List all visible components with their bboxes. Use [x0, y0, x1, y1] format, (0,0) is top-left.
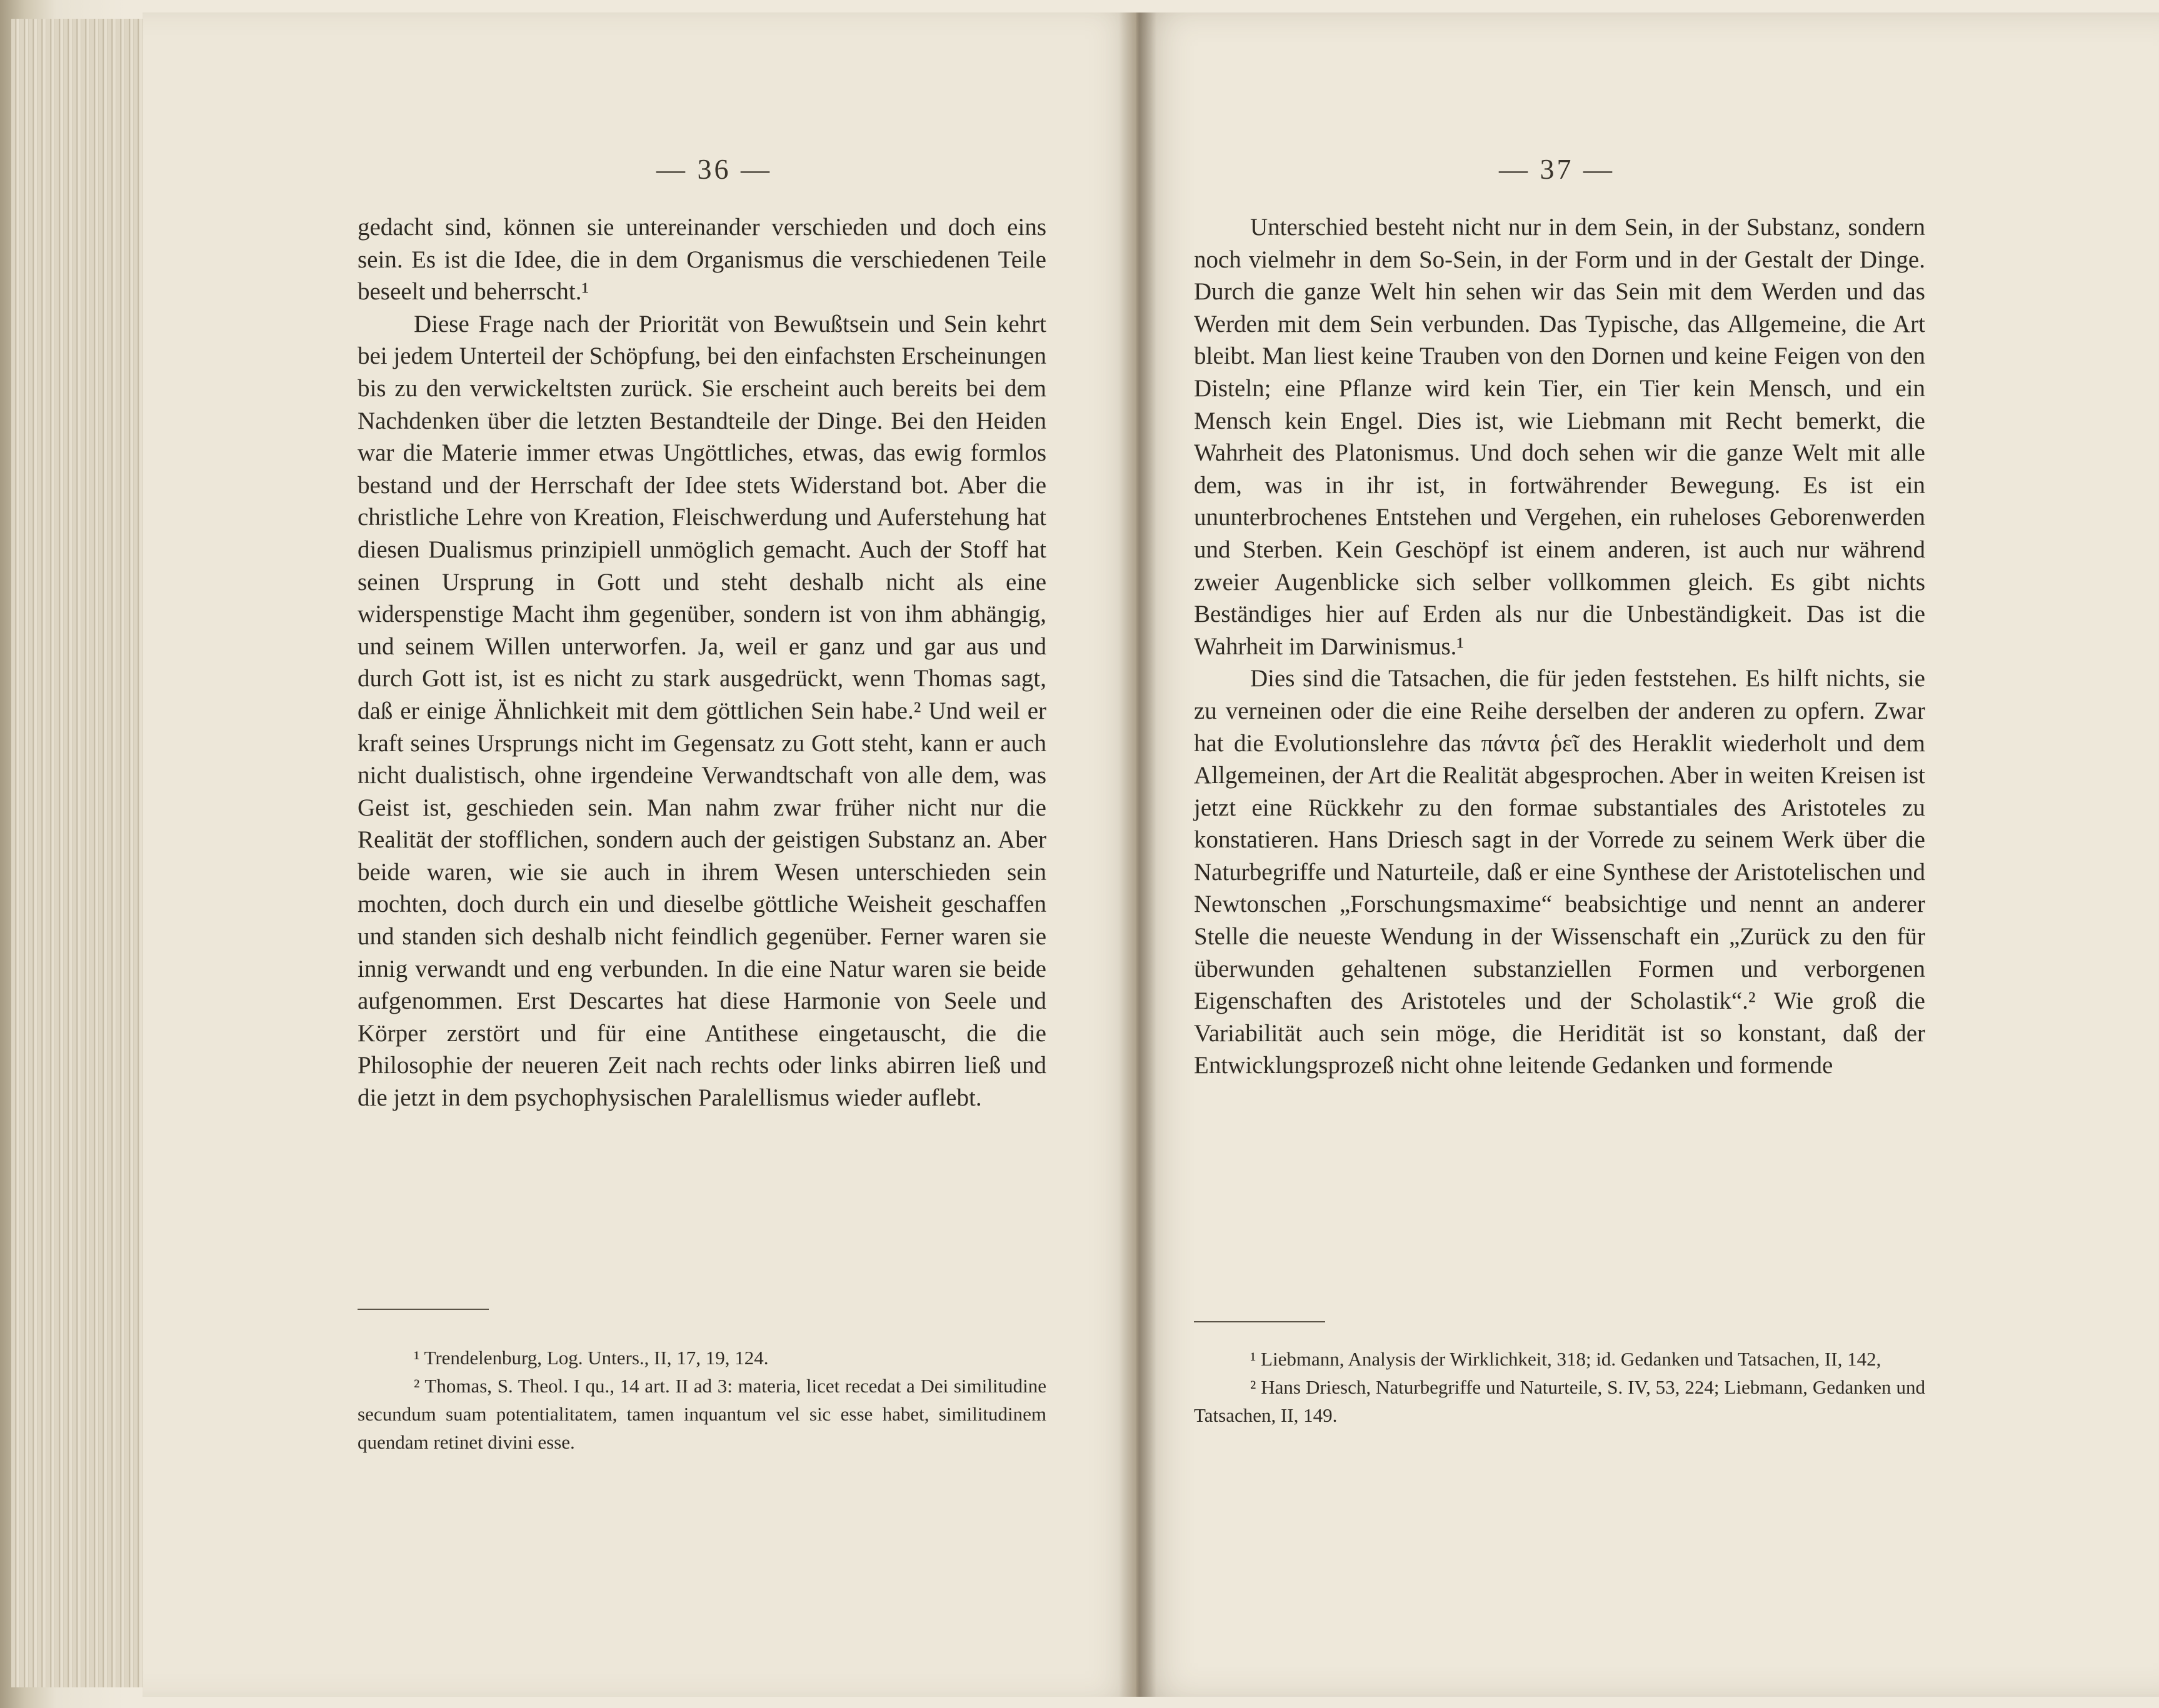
right-page — [1136, 12, 2159, 1697]
right-body — [1194, 211, 1925, 1082]
page-number-right: — 37 — — [1499, 153, 1615, 185]
book-gutter — [1119, 12, 1156, 1697]
right-footnote-1: ¹ Liebmann, Analysis der Wirklichkeit, 318; id. Gedanken und Tatsachen, II, 142, — [1250, 1348, 1881, 1370]
right-footnote-2: ² Hans Driesch, Naturbegriffe und Naturteile, S. IV, 53, 224; Liebmann, Gedanken und Tatsachen, II, 149. — [1194, 1376, 1925, 1426]
page-edges — [11, 19, 144, 1687]
right-paragraph-1: Unterschied besteht nicht nur in dem Sein, in der Substanz, sondern noch vielmehr in dem So-Sein, in der Form und in der Gestalt der Dinge. Durch die ganze Welt hin sehen wir das Sein mit dem Werden und das Werden mit dem Sein verbunden. Das Typische, das Allgemeine, die Art bleibt. Man liest keine Trauben von den Dornen und keine Feigen von den Disteln; eine Pflanze wird kein Tier, ein Tier kein Mensch, und ein Mensch kein Engel. Dies ist, wie Liebmann mit Recht bemerkt, die Wahrheit des Platonismus. Und doch sehen wir die ganze Welt mit alle dem, was in ihr ist, in fortwährender Bewegung. Es ist ein ununterbrochenes Entstehen und Vergehen, ein ruheloses Geborenwerden und Sterben. Kein Geschöpf ist einem anderen, ist auch nur während zweier Augenblicke sich selber vollkommen gleich. Es gibt nichts Beständiges hier auf Erden als nur die Unbeständigkeit. Das ist die Wahrheit im Darwinismus.¹ — [1194, 214, 1925, 660]
left-body — [358, 211, 1046, 1114]
left-page — [143, 12, 1136, 1697]
right-footnotes — [1194, 1345, 1925, 1429]
right-paragraph-2: Dies sind die Tatsachen, die für jeden feststehen. Es hilft nichts, sie zu verneinen oder die eine Reihe derselben der anderen zu opfern. Zwar hat die Evolutionslehre das πάντα ῥεῖ des Heraklit wiederholt und dem Allgemeinen, der Art die Realität abgesprochen. Aber in weiten Kreisen ist jetzt eine Rückkehr zu den formae substantiales des Aristoteles zu konstatieren. Hans Driesch sagt in der Vorrede zu seinem Werk über die Naturbegriffe und Naturteile, daß er eine Synthese der Aristotelischen und Newtonschen „Forschungsmaxime“ beabsichtige und nennt an anderer Stelle die neueste Wendung in der Wissenschaft ein „Zurück zu den für überwunden gehaltenen substanziellen Formen und verborgenen Eigenschaften des Aristoteles und der Scholastik“.² Wie groß die Variabilität auch sein möge, die Heridität ist so konstant, daß der Entwicklungsprozeß nicht ohne leitende Gedanken und formende — [1194, 665, 1925, 1079]
left-paragraph-2: Diese Frage nach der Priorität von Bewußtsein und Sein kehrt bei jedem Unterteil der Schöpfung, bei den einfachsten Erscheinungen bis zu den verwickeltsten zurück. Sie erscheint auch bereits bei dem Nachdenken über die letzten Bestandteile der Dinge. Bei den Heiden war die Materie immer etwas Ungöttliches, etwas, das ewig formlos bestand und der Herrschaft der Idee stets Widerstand bot. Aber die christliche Lehre von Kreation, Fleischwerdung und Auferstehung hat diesen Dualismus prinzipiell unmöglich gemacht. Auch der Stoff hat seinen Ursprung in Gott und steht deshalb nicht als eine widerspenstige Macht ihm gegenüber, sondern ist von ihm abhängig, und seinem Willen unterworfen. Ja, weil er ganz und gar aus und durch Gott ist, ist es nicht zu stark ausgedrückt, wenn Thomas sagt, daß er einige Ähnlichkeit mit dem göttlichen Sein habe.² Und weil er kraft seines Ursprungs nicht im Gegensatz zu Gott steht, kann er auch nicht dualistisch, ohne irgendeine Verwandtschaft von alle dem, was Geist ist, geschieden sein. Man nahm zwar früher nicht nur die Realität der stofflichen, sondern auch der geistigen Substanz an. Aber beide waren, wie sie auch in ihrem Wesen unterschieden sein mochten, doch durch ein und dieselbe göttliche Weisheit geschaffen und standen sich deshalb nicht feindlich gegenüber. Ferner waren sie innig verwandt und eng verbunden. In die eine Natur waren sie beide aufgenommen. Erst Descartes hat diese Harmonie von Seele und Körper zerstört und für eine Antithese eingetauscht, die die Philosophie der neueren Zeit nach rechts oder links abirren ließ und die jetzt in dem psychophysischen Paralellismus wieder auflebt. — [358, 310, 1046, 1112]
left-footnotes — [358, 1344, 1046, 1456]
page-number-left: — 36 — — [656, 153, 772, 185]
footnote-rule-right — [1194, 1321, 1325, 1322]
footnote-rule-left — [358, 1309, 489, 1310]
left-footnote-1: ¹ Trendelenburg, Log. Unters., II, 17, 19, 124. — [414, 1347, 769, 1369]
left-footnote-2: ² Thomas, S. Theol. I qu., 14 art. II ad 3: materia, licet recedat a Dei similitudine secundum suam potentialitatem, tamen inquantum vel sic esse habet, similitudinem quendam retinet divini esse. — [358, 1375, 1046, 1453]
left-paragraph-1: gedacht sind, können sie untereinander verschieden und doch eins sein. Es ist die Idee, die in dem Organismus die verschiedenen Teile beseelt und beherrscht.¹ — [358, 214, 1046, 306]
